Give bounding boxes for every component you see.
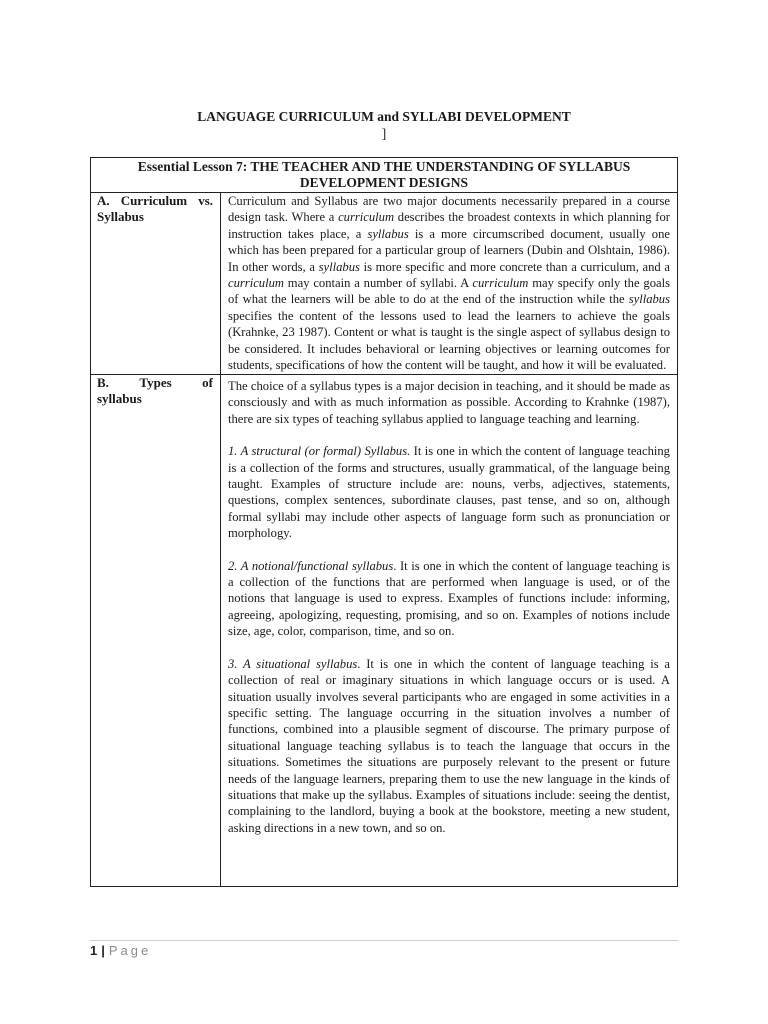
page-word: Page <box>108 943 152 958</box>
page-number: 1 <box>90 943 98 958</box>
text-span: is more specific and more concrete than a curriculum, and a <box>359 259 671 274</box>
italic-term: syllabus <box>318 259 360 274</box>
table-row <box>91 193 678 375</box>
italic-term: curriculum <box>472 276 529 291</box>
row-content-types-of-syllabus <box>221 375 678 887</box>
text-span: describes the broadest contexts in which planning for instruction takes place, a <box>228 210 670 241</box>
situational-syllabus-text: . It is one in which the content of language teaching is a collection of real or imaginary situations in which language occurs or is used. A situation usually involves several participants who are engaged in some activities in a specific setting. The language occurring in the situation involves a number of functions, combined into a plausible segment of discourse. The primary purpose of situational language teaching syllabus is to teach the language that occurs in the situations. Sometimes the situations are purposely relevant to the present or future needs of the language learners, preparing them to use the new language in the kinds of situations that make up the syllabus. Examples of situations include: seeing the dentist, complaining to the landlord, buying a book at the bookstore, meeting a new student, asking directions in a new town, and so on. <box>228 656 670 835</box>
footer-divider <box>90 940 678 941</box>
lesson-prefix: Essential Lesson 7: <box>137 159 251 174</box>
title-bracket: ] <box>381 126 387 141</box>
curriculum-paragraph <box>228 193 670 373</box>
row-label-curriculum-vs-syllabus: A. Curriculum vs. Syllabus <box>91 193 221 375</box>
lesson-table <box>90 157 678 887</box>
text-span: is a more circumscribed document, usually one which has been prepared for a particular group of learners (Dubin and Olshtain, 1986). In other words, a <box>228 226 670 274</box>
paragraph-gap <box>228 542 670 558</box>
paragraph-gap <box>228 640 670 656</box>
situational-syllabus-paragraph <box>228 656 670 836</box>
text-span: may contain a number of syllabi. A <box>283 276 473 291</box>
paragraph-gap <box>228 427 670 443</box>
notional-syllabus-paragraph <box>228 558 670 640</box>
situational-syllabus-title: 3. A situational syllabus <box>228 656 358 671</box>
row-content-curriculum-vs-syllabus <box>221 193 678 375</box>
structural-syllabus-paragraph <box>228 443 670 541</box>
italic-term: syllabus <box>628 292 670 307</box>
table-header-row <box>91 158 678 193</box>
italic-term: syllabus <box>367 226 409 241</box>
row-label-types-of-syllabus: B. Types of syllabus <box>91 375 221 887</box>
types-intro-paragraph: The choice of a syllabus types is a major decision in teaching, and it should be made as consciously and with as much information as possible. According to Krahnke (1987), there are six types of teaching syllabus applied to language teaching and learning. <box>228 379 670 426</box>
italic-term: curriculum <box>338 210 395 225</box>
page-footer <box>90 943 151 959</box>
structural-syllabus-text: It is one in which the content of language teaching is a collection of the forms and structures, usually grammatical, of the language being taught. Examples of structure include are: nouns, verbs, adjectives, statements, questions, complex sentences, subordinate clauses, past tense, and so on, although formal syllabi may include other aspects of language form such as pronunciation or morphology. <box>228 444 670 541</box>
italic-term: curriculum <box>228 276 284 291</box>
lesson-title: THE TEACHER AND THE UNDERSTANDING OF SYLLABUS DEVELOPMENT DESIGNS <box>250 159 631 190</box>
notional-syllabus-text: . It is one in which the content of language teaching is a collection of the functions that are performed when language is used, or of the notions that language is used to express. Examples of functions include: informing, agreeing, apologizing, requesting, promising, and so on. Examples of notions include size, age, color, comparison, time, and so on. <box>228 558 670 639</box>
document-title: LANGUAGE CURRICULUM and SYLLABI DEVELOPMENT <box>197 109 571 124</box>
table-row <box>91 375 678 887</box>
text-span: may specify only the goals of what the learners will be able to do at the end of the instruction while the <box>228 276 670 307</box>
notional-syllabus-title: 2. A notional/functional syllabus <box>228 558 394 573</box>
text-span: specifies the content of the lessons used to lead the learners to achieve the goals (Krahnke, 23 1987). Content or what is taught is the single aspect of syllabus design to be considered. It includes behavioral or learning objectives or learning outcomes for students, specifications of how the content will be taught, and how it will be evaluated. <box>228 308 670 373</box>
lesson-header-cell <box>91 158 678 193</box>
footer-separator: | <box>101 943 105 958</box>
text-span: Curriculum and Syllabus are two major documents necessarily prepared in a course design task. Where a <box>228 194 670 225</box>
structural-syllabus-title: 1. A structural (or formal) Syllabus. <box>228 444 411 459</box>
